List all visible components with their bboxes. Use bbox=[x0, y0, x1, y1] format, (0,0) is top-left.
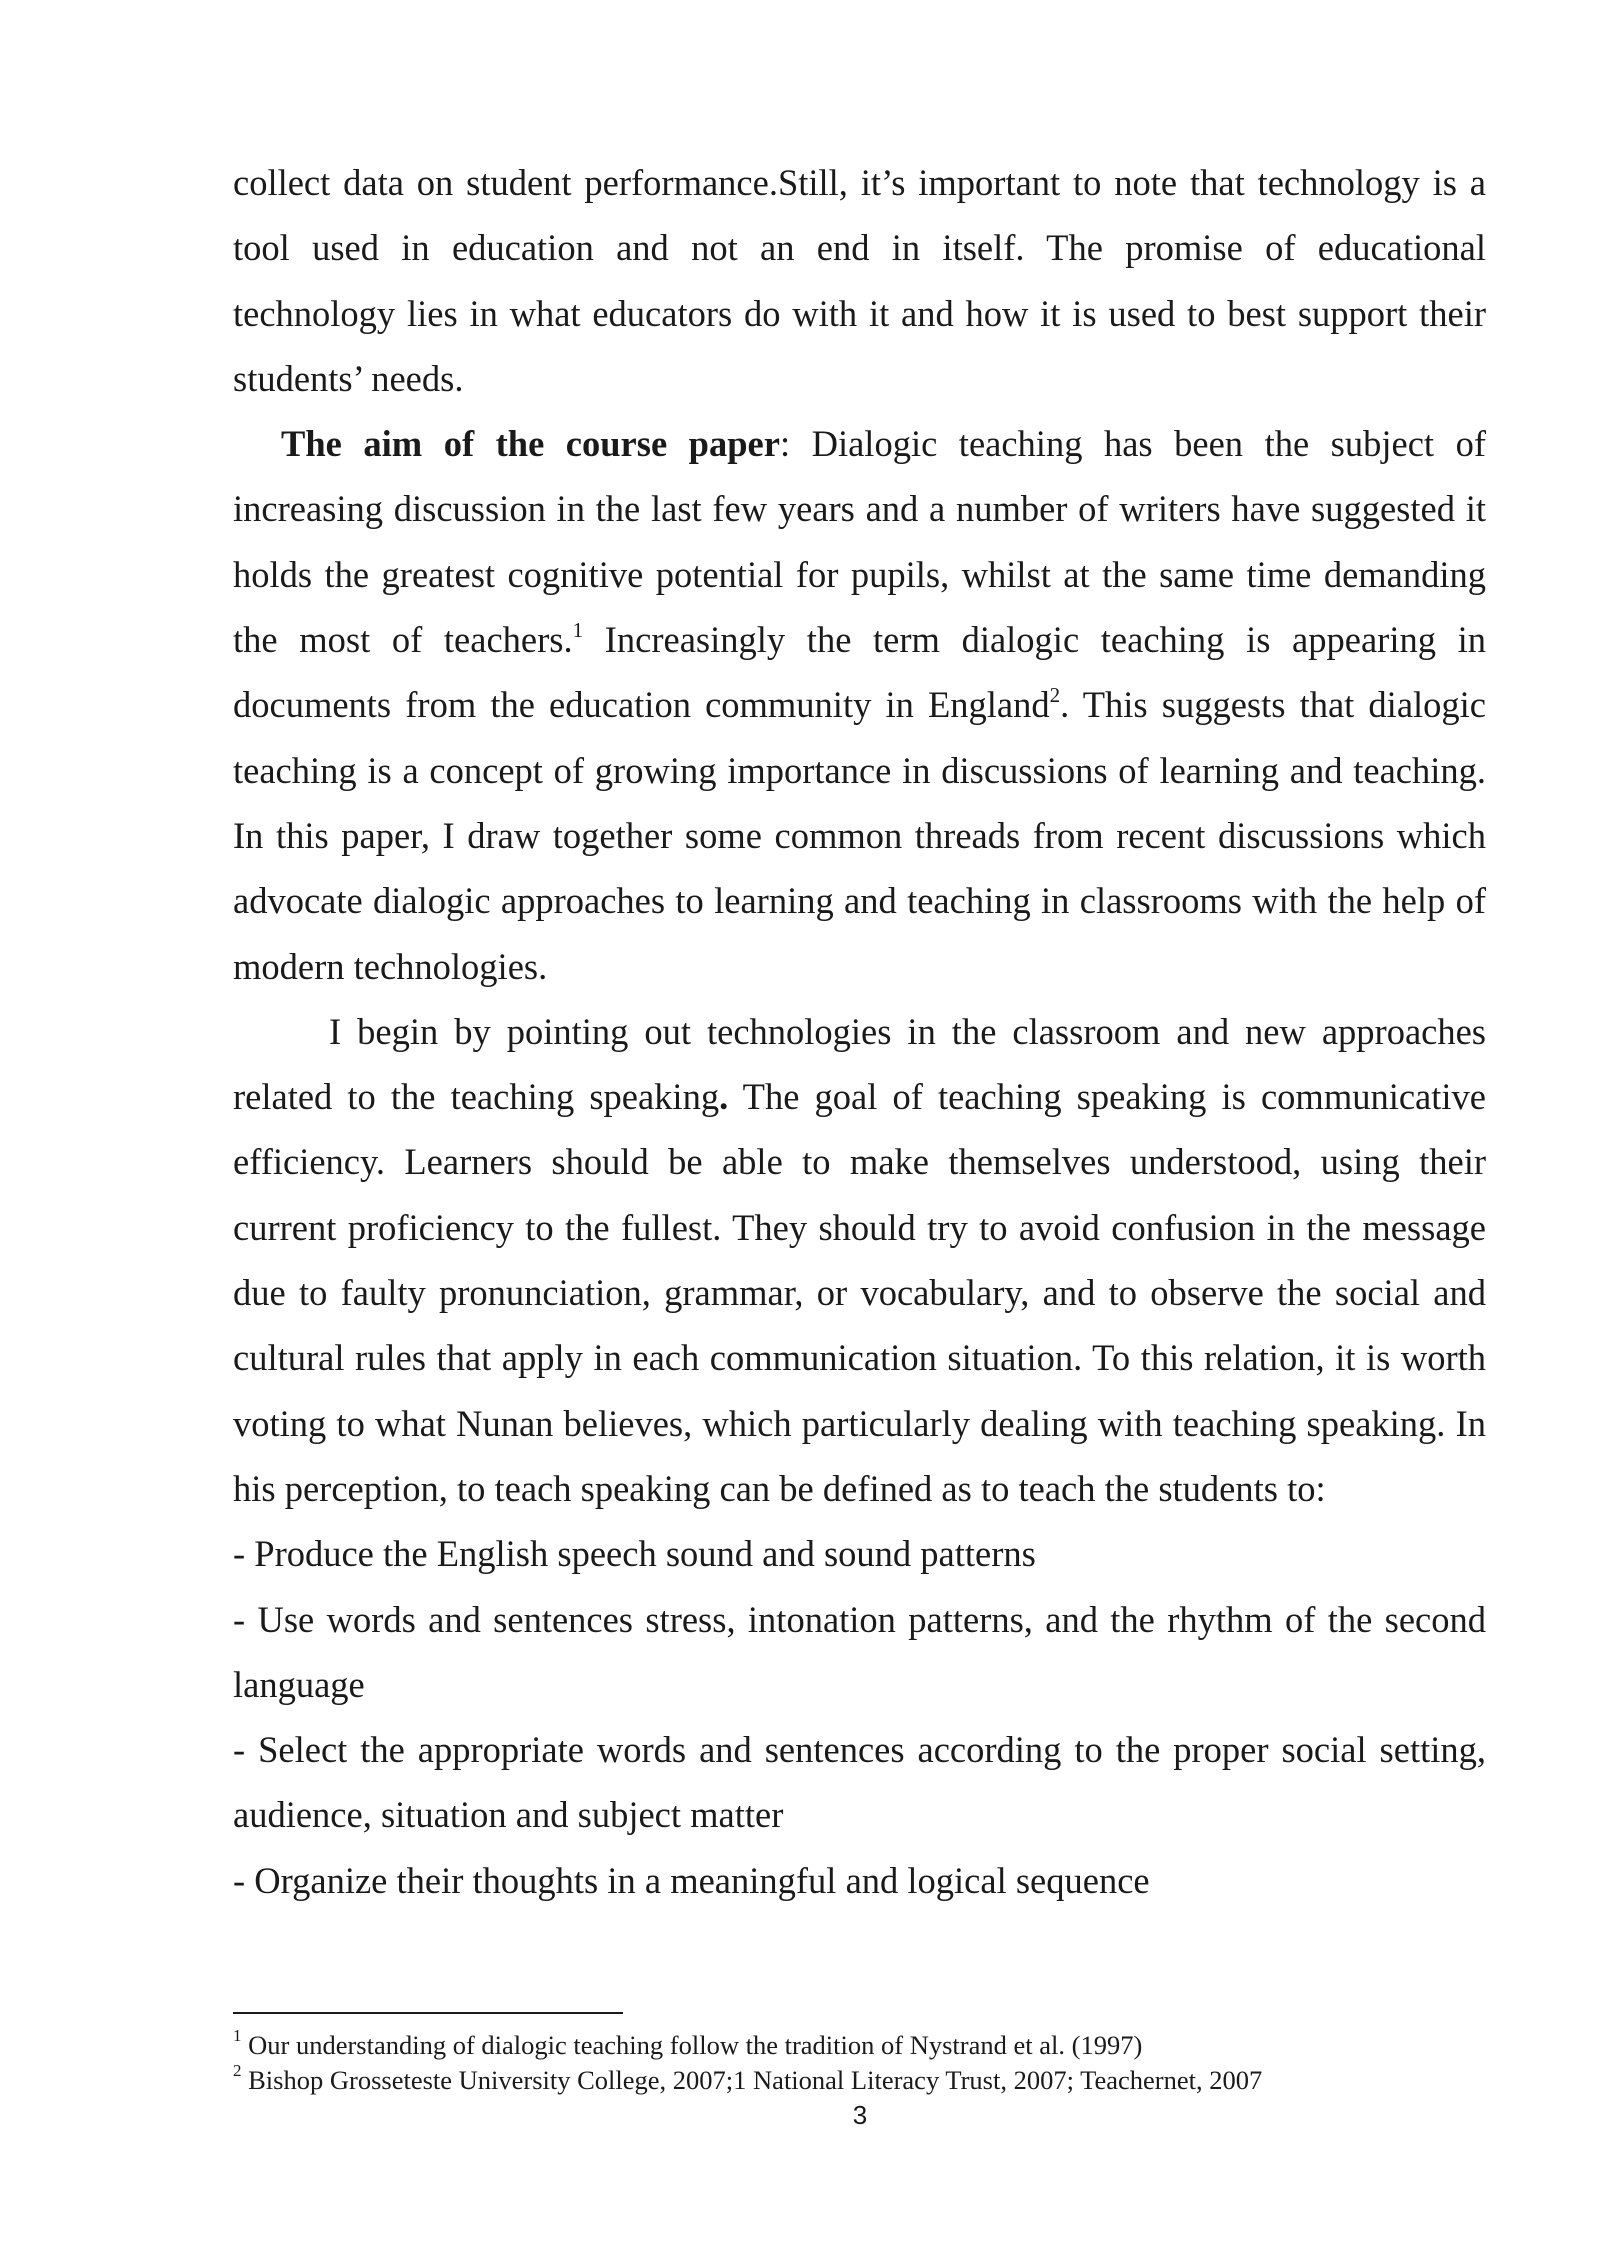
list-item: - Use words and sentences stress, intonation patterns, and the rhythm of the second language bbox=[233, 1598, 1486, 1705]
teaching-speaking-text-a: I begin by pointing out technologies in the classroom and new approaches related to the teaching speaking bbox=[233, 1010, 1486, 1118]
list-item: - Produce the English speech sound and sound patterns bbox=[233, 1533, 1036, 1575]
teaching-speaking-text-b: The goal of teaching speaking is communicative efficiency. Learners should be able to make themselves understood, using their current proficiency to the fullest. They should try to avoid confusion in the message due to faulty pronunciation, grammar, or vocabulary, and to observe the social and cultural rules that apply in each communication situation. To this relation, it is worth voting to what Nunan believes, which particularly dealing with teaching speaking. In his perception, to teach speaking can be defined as to teach the students to: bbox=[233, 1076, 1486, 1509]
paragraph-intro-continuation: collect data on student performance.Still, it’s important to note that technology is a tool used in education and not an end in itself. The promise of educational technology lies in what educators do with it and how it is used to best support their students’ needs. bbox=[233, 162, 1486, 399]
course-aim-text-c: . This suggests that dialogic teaching is a concept of growing importance in discussions of learning and teaching. In this paper, I draw together some common threads from recent discussions which advocate dialogic approaches to learning and teaching in classrooms with the help of modern technologies. bbox=[233, 684, 1486, 987]
footnote-mark-2: 2 bbox=[233, 2061, 242, 2081]
list-item: - Organize their thoughts in a meaningful and logical sequence bbox=[233, 1859, 1150, 1901]
footnote-ref-2[interactable]: 2 bbox=[1049, 683, 1061, 708]
course-aim-text-a: : Dialogic teaching has been the subject of increasing discussion in the last few years and a number of writers have suggested it holds the greatest cognitive potential for pupils, whilst at the same time demanding the most of teachers. bbox=[233, 423, 1486, 661]
course-aim-text-b: Increasingly the term dialogic teaching is appearing in documents from the education community in England bbox=[233, 619, 1486, 726]
body-text bbox=[233, 150, 1486, 1913]
paragraph-teaching-speaking bbox=[233, 999, 1486, 1521]
teaching-speaking-bold-period: . bbox=[719, 1076, 729, 1118]
footnote-mark-1: 1 bbox=[233, 2026, 242, 2046]
footnotes bbox=[233, 2028, 1486, 2098]
footnote-separator bbox=[233, 2012, 623, 2014]
footnote-text-2: Bishop Grosseteste University College, 2007;1 National Literacy Trust, 2007; Teachernet, 2007 bbox=[241, 2065, 1263, 2095]
footnote-text-1: Our understanding of dialogic teaching follow the tradition of Nystrand et al. (1997) bbox=[241, 2030, 1143, 2060]
paragraph-course-aim bbox=[233, 411, 1486, 999]
footnote-2 bbox=[233, 2063, 1486, 2098]
footnote-1 bbox=[233, 2028, 1486, 2063]
page-number: 3 bbox=[852, 2100, 868, 2130]
footnote-ref-1[interactable]: 1 bbox=[572, 617, 584, 642]
list-item: - Select the appropriate words and sentences according to the proper social setting, audience, situation and subject matter bbox=[233, 1729, 1486, 1836]
course-aim-heading: The aim of the course paper bbox=[281, 423, 780, 465]
